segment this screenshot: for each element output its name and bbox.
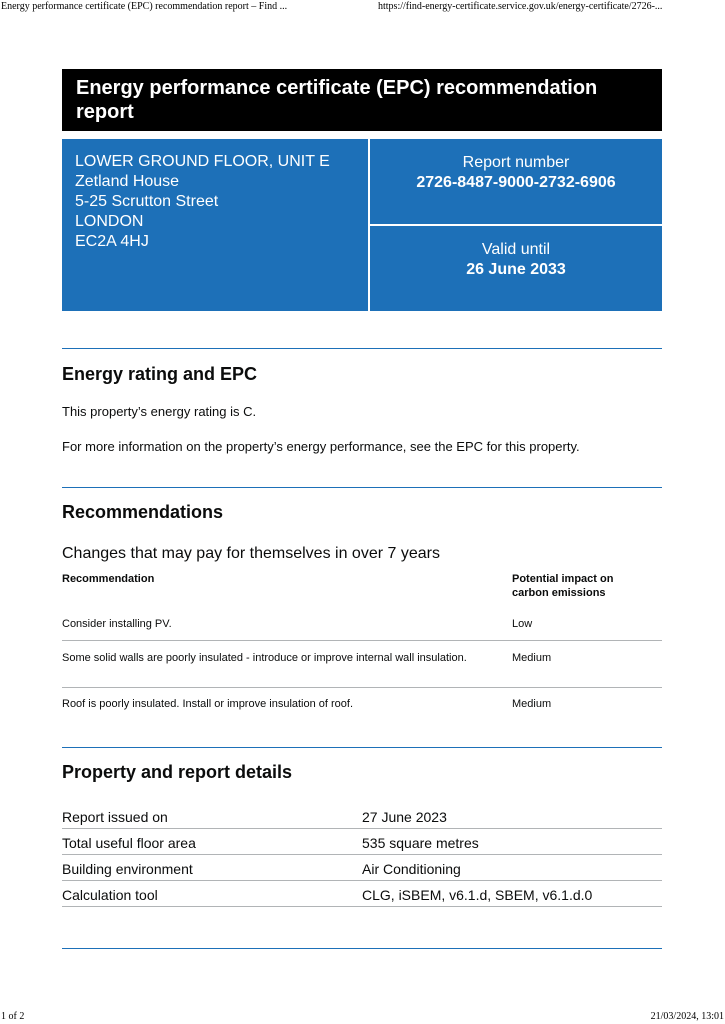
valid-until-box — [370, 226, 662, 311]
print-url: https://find-energy-certificate.service.gov.uk/energy-certificate/2726-... — [378, 1, 663, 12]
details-row — [62, 829, 662, 855]
impact-value: Medium — [512, 698, 552, 710]
details-value: 535 square metres — [362, 835, 479, 851]
details-row — [62, 855, 662, 881]
print-footer — [0, 1010, 725, 1024]
details-value: CLG, iSBEM, v6.1.d, SBEM, v6.1.d.0 — [362, 887, 593, 903]
column-header-impact: Potential impact on carbon emissions — [512, 573, 614, 599]
more-info-text: For more information on the property’s energy performance, see the EPC for this property. — [62, 439, 580, 454]
details-label: Total useful floor area — [62, 835, 196, 851]
report-number-value: 2726-8487-9000-2732-6906 — [416, 174, 616, 191]
valid-until-label: Valid until — [481, 241, 551, 258]
table-row — [62, 608, 662, 640]
section-divider — [62, 348, 662, 349]
details-row — [62, 881, 662, 907]
details-value: 27 June 2023 — [362, 809, 447, 825]
report-number-label: Report number — [462, 154, 570, 171]
property-details-list — [62, 803, 662, 907]
print-page-title: Energy performance certificate (EPC) recommendation report – Find ... — [1, 1, 288, 12]
address-line: LOWER GROUND FLOOR, UNIT E — [75, 153, 330, 170]
section-divider — [62, 487, 662, 488]
address-line: 5-25 Scrutton Street — [75, 193, 219, 210]
property-address — [62, 139, 368, 311]
impact-value: Medium — [512, 652, 552, 664]
details-value: Air Conditioning — [362, 861, 461, 877]
address-line: Zetland House — [75, 173, 180, 190]
print-header — [0, 0, 725, 16]
details-label: Building environment — [62, 861, 193, 877]
column-header-recommendation: Recommendation — [62, 573, 155, 585]
impact-value: Low — [512, 618, 533, 630]
certificate-summary — [62, 139, 662, 311]
print-page-count: 1 of 2 — [1, 1011, 25, 1022]
details-label: Report issued on — [62, 809, 168, 825]
recommendations-subheading: Changes that may pay for themselves in over 7 years — [62, 545, 440, 562]
recommendation-text: Consider installing PV. — [62, 618, 172, 630]
recommendations-heading: Recommendations — [62, 502, 224, 522]
recommendation-text: Some solid walls are poorly insulated - introduce or improve internal wall insulation. — [62, 652, 467, 664]
address-line: LONDON — [75, 213, 144, 230]
section-divider — [62, 747, 662, 748]
section-divider — [62, 948, 662, 949]
table-row — [62, 687, 662, 720]
table-row — [62, 640, 662, 687]
valid-until-value: 26 June 2033 — [466, 261, 566, 278]
table-header — [62, 572, 662, 608]
recommendation-text: Roof is poorly insulated. Install or improve insulation of roof. — [62, 698, 354, 710]
print-datetime: 21/03/2024, 13:01 — [650, 1011, 724, 1022]
property-details-heading: Property and report details — [62, 762, 293, 782]
energy-rating-heading: Energy rating and EPC — [62, 364, 258, 384]
page-title: Energy performance certificate (EPC) recommendation report — [62, 69, 662, 131]
recommendations-table — [62, 572, 662, 720]
address-line: EC2A 4HJ — [75, 233, 149, 250]
report-number-box — [370, 139, 662, 224]
energy-rating-text: This property’s energy rating is C. — [62, 404, 257, 419]
details-label: Calculation tool — [62, 887, 158, 903]
details-row — [62, 803, 662, 829]
